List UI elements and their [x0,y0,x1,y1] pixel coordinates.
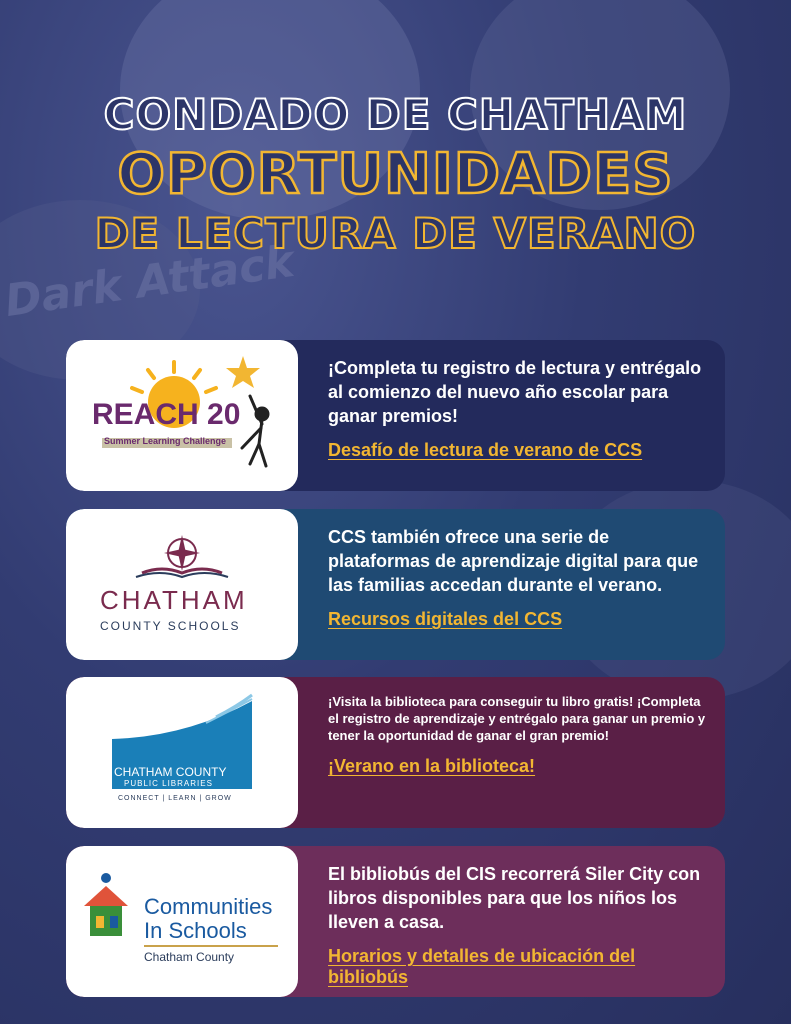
library-subtitle: PUBLIC LIBRARIES [124,779,213,788]
card-info [328,862,708,988]
card-info [328,693,708,777]
library-wave-icon [66,677,298,828]
bookmobile-schedule-link[interactable]: Horarios y detalles de ubicación del bibliobús [328,946,636,987]
ccs-subtitle: COUNTY SCHOOLS [100,619,241,633]
cis-subtitle: Chatham County [144,950,235,964]
header [0,88,791,260]
chatham-county-schools-logo [66,509,298,660]
card-description: CCS también ofrece una serie de plataformas de aprendizaje digital para que las familias accedan durante el verano. [328,527,699,595]
library-summer-link[interactable]: ¡Verano en la biblioteca! [328,756,536,776]
reach-20-title: REACH 20 [92,398,241,431]
title-line-2: OPORTUNIDADES [117,142,674,207]
chatham-county-libraries-logo [66,677,298,828]
stick-figure-icon [242,396,268,466]
program-card-cis [66,846,725,997]
library-title: CHATHAM COUNTY [114,765,227,779]
cis-title-2: In Schools [144,918,247,943]
ccs-title: CHATHAM [100,585,248,615]
program-card-reach20 [66,340,725,491]
star-icon [226,356,260,388]
library-tagline: CONNECT | LEARN | GROW [118,795,232,802]
reach-20-subtitle: Summer Learning Challenge [104,436,227,446]
cis-divider [144,945,278,947]
card-description: El bibliobús del CIS recorrerá Siler City con libros disponibles para que los niños los lleven a casa. [328,864,701,932]
title-line-3: DE LECTURA DE VERANO [94,209,697,258]
cis-title-1: Communities [144,894,273,919]
card-info [328,356,708,461]
background-book-text: Dark Attack [1,235,298,328]
program-card-ccs [66,509,725,660]
title-line-1: CONDADO DE CHATHAM [103,90,688,139]
reach-20-logo [66,340,298,491]
card-info [328,525,708,630]
card-description: ¡Completa tu registro de lectura y entrégalo al comienzo del nuevo año escolar para ganar premios! [328,358,702,426]
reach-20-link[interactable]: Desafío de lectura de verano de CCS [328,440,643,460]
program-card-library [66,677,725,828]
card-description: ¡Visita la biblioteca para conseguir tu libro gratis! ¡Completa el registro de aprendizaje y entrégalo para ganar un premio y tener la oportunidad de ganar el gran premio! [328,694,706,743]
communities-in-schools-logo [66,846,298,997]
ccs-digital-resources-link[interactable]: Recursos digitales del CCS [328,609,563,629]
